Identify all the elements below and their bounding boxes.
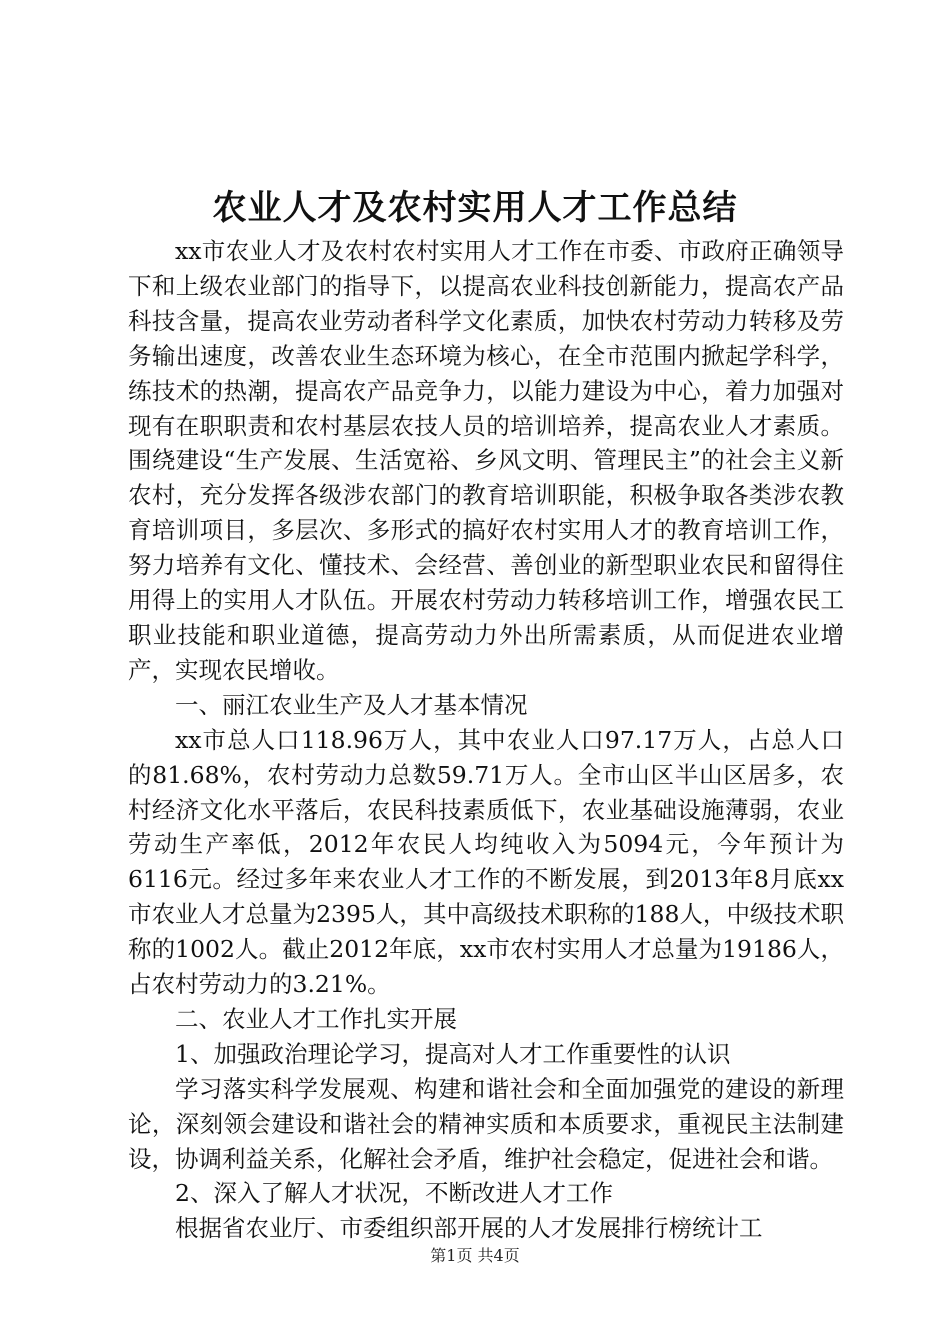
page-footer: 第1页 共4页 — [430, 1246, 520, 1265]
subsection-2-2-paragraph: 根据省农业厅、市委组织部开展的人才发展排行榜统计工 — [175, 1214, 763, 1243]
subsection-2-1-paragraph: 学习落实科学发展观、构建和谐社会和全面加强党的建设的新理论，深刻领会建设和谐社会的精神实质和本质要求，重视民主法制建设，协调利益关系，化解社会矛盾，维护社会稳定，促进社会和谐。 — [128, 1074, 844, 1173]
subsection-heading-2-2: 2、深入了解人才状况，不断改进人才工作 — [175, 1179, 613, 1208]
subsection-heading-2-1: 1、加强政治理论学习，提高对人才工作重要性的认识 — [175, 1039, 731, 1068]
section-heading-1: 一、丽江农业生产及人才基本情况 — [175, 690, 528, 719]
document-body — [128, 234, 844, 1246]
document-title: 农业人才及农村实用人才工作总结 — [212, 188, 738, 228]
intro-paragraph: xx市农业人才及农村农村实用人才工作在市委、市政府正确领导下和上级农业部门的指导下，以提高农业科技创新能力，提高农产品科技含量，提高农业劳动者科学文化素质，加快农村劳动力转移及劳务输出速度，改善农业生态环境为核心，在全市范围内掀起学科学，练技术的热潮，提高农产品竞争力，以能力建设为中心，着力加强对现有在职职责和农村基层农技人员的培训培养，提高农业人才素质。围绕建设“生产发展、生活宽裕、乡风文明、管理民主”的社会主义新农村，充分发挥各级涉农部门的教育培训职能，积极争取各类涉农教育培训项目，多层次、多形式的搞好农村实用人才的教育培训工作，努力培养有文化、懂技术、会经营、善创业的新型职业农民和留得住用得上的实用人才队伍。开展农村劳动力转移培训工作，增强农民工职业技能和职业道德，提高劳动力外出所需素质，从而促进农业增产，实现农民增收。 — [128, 237, 844, 684]
section-1-paragraph: xx市总人口118.96万人，其中农业人口97.17万人，占总人口的81.68%，农村劳动力总数59.71万人。全市山区半山区居多，农村经济文化水平落后，农民科技素质低下，农业基础设施薄弱，农业劳动生产率低，2012年农民人均纯收入为5094元，今年预计为6116元。经过多年来农业人才工作的不断发展，到2013年8月底xx市农业人才总量为2395人，其中高级技术职称的188人，中级技术职称的1002人。截止2012年底，xx市农村实用人才总量为19186人，占农村劳动力的3.21%。 — [128, 725, 844, 999]
section-heading-2: 二、农业人才工作扎实开展 — [175, 1004, 457, 1033]
